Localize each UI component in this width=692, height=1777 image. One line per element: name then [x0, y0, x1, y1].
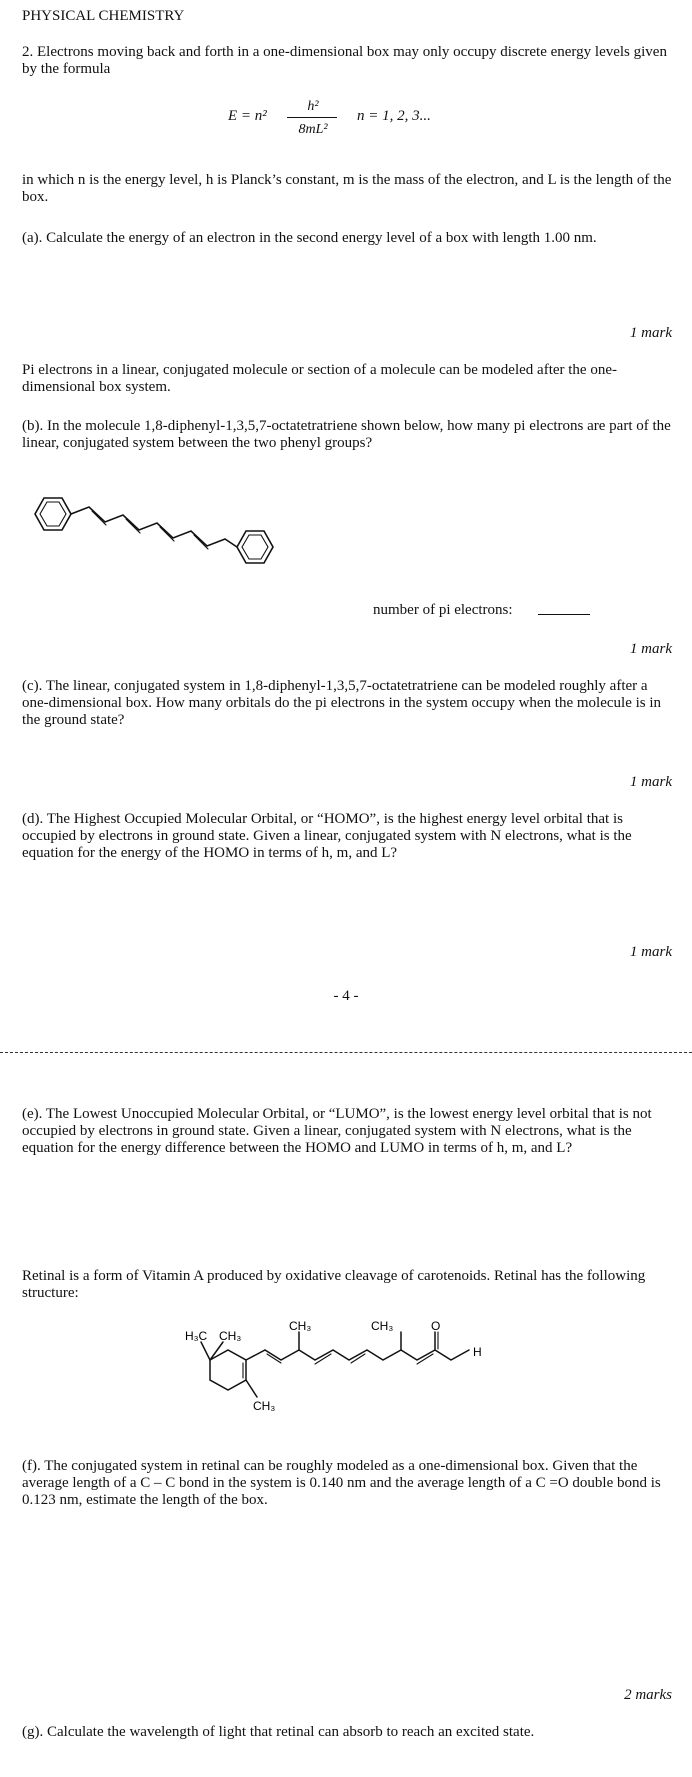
part-f-question: (f). The conjugated system in retinal can be roughly modeled as a one-dimensional box. Given that the average length of a C – C bond in the system is 0.140 nm and the average length of a C =O double bond is 0.123 nm, estimate the length of the box.	[22, 1458, 661, 1508]
part-b-marks: 1 mark	[629, 641, 672, 657]
phenyl-ring-left-inner	[40, 502, 66, 526]
retinal-label-ch3-ring: CH₃	[253, 1399, 276, 1413]
diphenyl-octatetraene-structure	[26, 480, 276, 600]
page-number: - 4 -	[333, 988, 359, 1004]
part-b-answer-label: number of pi electrons:	[373, 602, 513, 618]
retinal-structure	[185, 1318, 515, 1430]
formula-definitions: in which n is the energy level, h is Planck’s constant, m is the mass of the electron, and L is the length of the box.	[22, 172, 672, 205]
page-break-divider	[0, 1052, 692, 1053]
part-a-marks: 1 mark	[629, 325, 672, 341]
part-b-answer-blank[interactable]	[538, 600, 590, 615]
part-d-marks: 1 mark	[629, 944, 672, 960]
formula-numerator: h²	[307, 99, 319, 114]
polyene-chain	[71, 507, 237, 547]
retinal-label-h3c: H₃C	[185, 1329, 208, 1343]
part-c-marks: 1 mark	[629, 774, 672, 790]
formula-fraction-bar	[287, 117, 337, 118]
retinal-intro: Retinal is a form of Vitamin A produced by oxidative cleavage of carotenoids. Retinal has the following structure:	[22, 1268, 646, 1301]
part-d-question: (d). The Highest Occupied Molecular Orbital, or “HOMO”, is the highest energy level orbital that is occupied by electrons in ground state. Given a linear, conjugated system with N electrons, what is the equation for the energy of the HOMO in terms of h, m, and L?	[22, 811, 632, 861]
part-f-marks: 2 marks	[624, 1687, 672, 1703]
retinal-label-ch3-a: CH₃	[219, 1329, 242, 1343]
formula-lhs: E = n²	[228, 108, 267, 124]
phenyl-ring-right-inner	[242, 535, 268, 559]
page-header-title: PHYSICAL CHEMISTRY	[22, 8, 185, 24]
part-b-question: (b). In the molecule 1,8-diphenyl-1,3,5,7-octatetratriene shown below, how many pi electrons are part of the linear, conjugated system between the two phenyl groups?	[22, 418, 671, 451]
retinal-label-o: O	[431, 1319, 441, 1333]
retinal-label-ch3-b: CH₃	[289, 1319, 312, 1333]
question-2-intro: 2. Electrons moving back and forth in a one-dimensional box may only occupy discrete energy levels given by the formula	[22, 44, 667, 77]
formula-n-range: n = 1, 2, 3...	[357, 108, 431, 124]
retinal-label-h: H	[473, 1345, 482, 1359]
formula-denominator: 8mL²	[298, 122, 328, 137]
part-g-question: (g). Calculate the wavelength of light that retinal can absorb to reach an excited state.	[22, 1724, 535, 1740]
part-c-question: (c). The linear, conjugated system in 1,8-diphenyl-1,3,5,7-octatetratriene can be modeled roughly after a one-dimensional box. How many orbitals do the pi electrons in the system occupy when the molecule is in the ground state?	[22, 678, 662, 728]
pi-electron-intro: Pi electrons in a linear, conjugated molecule or section of a molecule can be modeled after the one-dimensional box system.	[22, 362, 617, 395]
retinal-cyclohexene-ring	[210, 1350, 246, 1390]
part-e-question: (e). The Lowest Unoccupied Molecular Orbital, or “LUMO”, is the lowest energy level orbital that is not occupied by electrons in ground state. Given a linear, conjugated system with N electrons, what is the equation for the energy difference between the HOMO and LUMO in terms of h, m, and L?	[22, 1106, 652, 1156]
retinal-label-ch3-c: CH₃	[371, 1319, 394, 1333]
part-a-question: (a). Calculate the energy of an electron in the second energy level of a box with length 1.00 nm.	[22, 230, 597, 246]
